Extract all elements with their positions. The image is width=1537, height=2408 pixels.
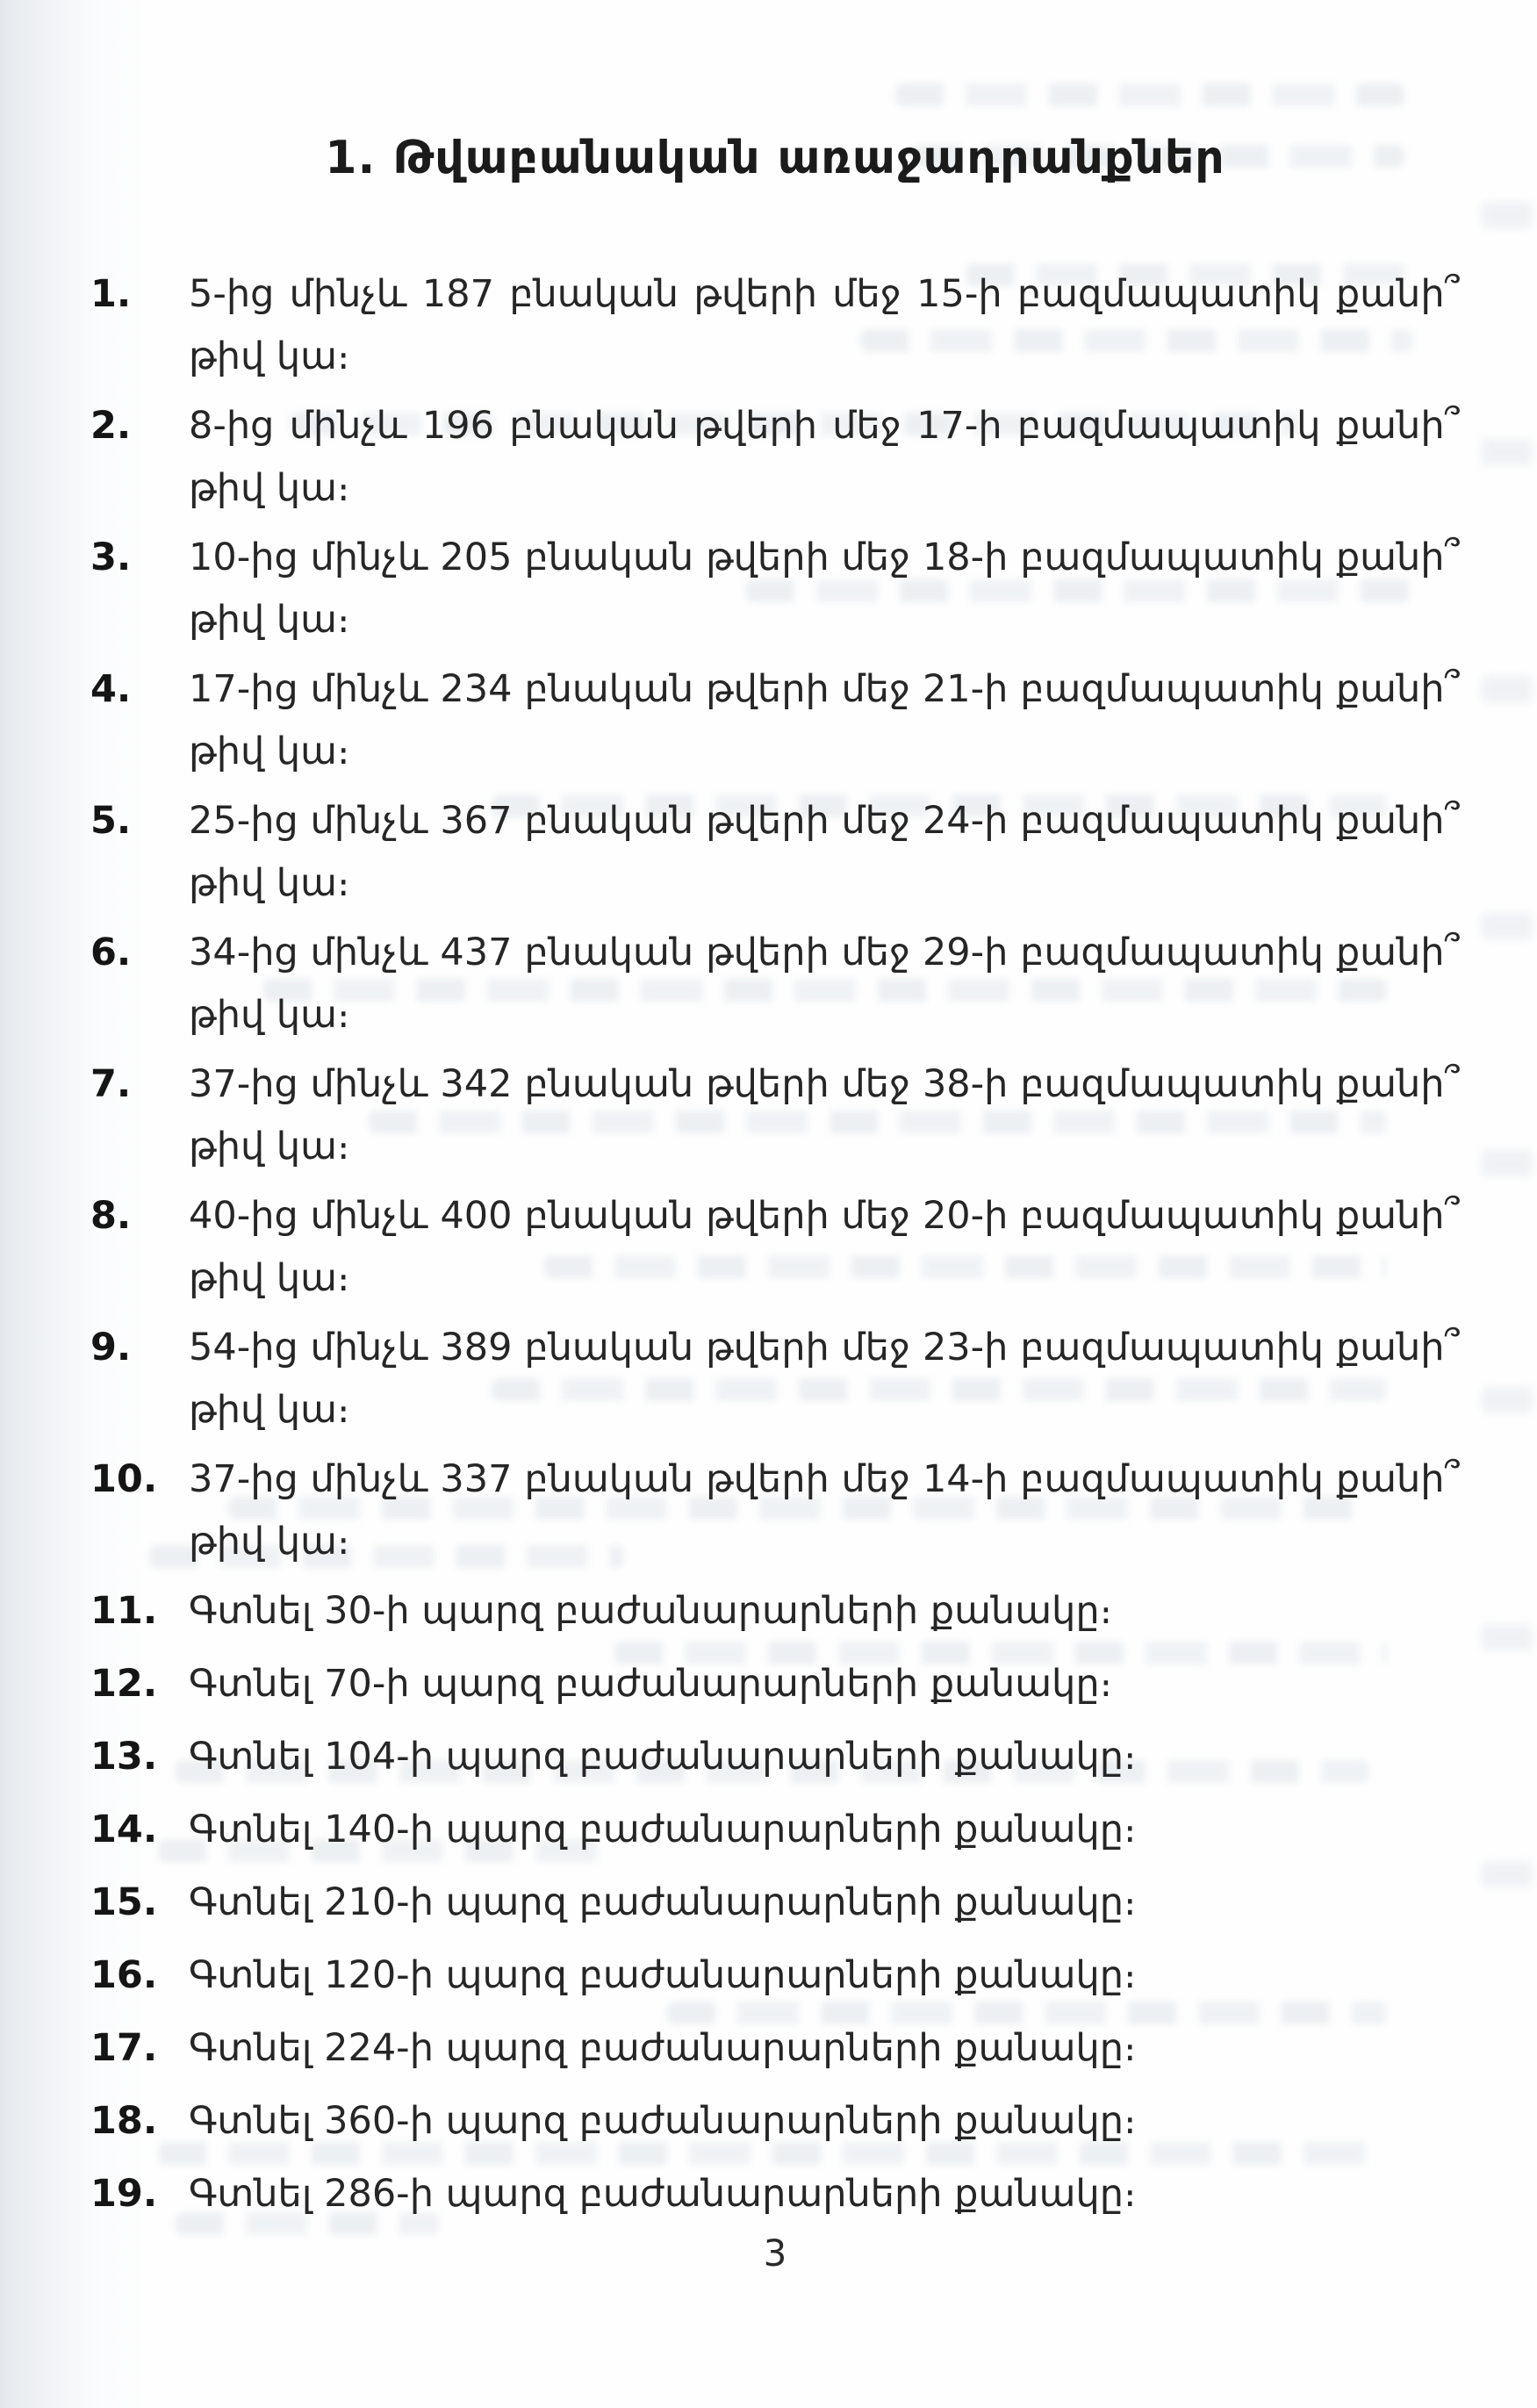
item-text-line: 10-ից մինչև 205 բնական թվերի մեջ 18-ի բազմապատիկ քանի՞ [189, 536, 1460, 579]
list-item [90, 922, 1460, 1046]
item-number: 6. [90, 931, 132, 974]
item-text-line: թիվ կա։ [189, 598, 350, 642]
list-item [90, 1317, 1460, 1441]
item-text: Գտնել 210-ի պարզ բաժանարարների քանակը։ [189, 1880, 1137, 1924]
list-item [90, 1653, 1460, 1715]
item-text-line: թիվ կա։ [189, 1520, 350, 1563]
item-text-line: թիվ կա։ [189, 861, 350, 905]
item-number: 12. [90, 1662, 158, 1706]
item-text: Գտնել 30-ի պարզ բաժանարարների քանակը։ [189, 1589, 1113, 1633]
item-text-line: 37-ից մինչև 337 բնական թվերի մեջ 14-ի բազմապատիկ քանի՞ [189, 1457, 1460, 1501]
item-number: 13. [90, 1735, 158, 1779]
item-number: 16. [90, 1953, 158, 1997]
item-text-line: 25-ից մինչև 367 բնական թվերի մեջ 24-ի բազմապատիկ քանի՞ [189, 799, 1460, 843]
item-text-line: թիվ կա։ [189, 1125, 350, 1168]
item-text [189, 658, 1460, 783]
page-title: 1. Թվաբանական առաջադրանքներ [325, 132, 1225, 184]
list-item [90, 1448, 1460, 1573]
item-text-line: 34-ից մինչև 437 բնական թվերի մեջ 29-ի բազմապատիկ քանի՞ [189, 931, 1460, 974]
item-number: 19. [90, 2172, 158, 2216]
list-item [90, 1580, 1460, 1642]
item-text-line: թիվ կա։ [189, 1388, 350, 1432]
item-text [189, 1448, 1460, 1573]
item-text-line: 37-ից մինչև 342 բնական թվերի մեջ 38-ի բազմապատիկ քանի՞ [189, 1062, 1460, 1106]
item-number: 11. [90, 1589, 158, 1633]
item-number: 15. [90, 1880, 158, 1924]
item-text: Գտնել 360-ի պարզ բաժանարարների քանակը։ [189, 2099, 1137, 2143]
item-text [189, 1317, 1460, 1441]
item-text: Գտնել 120-ի պարզ բաժանարարների քանակը։ [189, 1953, 1137, 1997]
item-text [189, 263, 1460, 388]
item-text-line: 5-ից մինչև 187 բնական թվերի մեջ 15-ի բազմապատիկ քանի՞ [189, 272, 1460, 316]
item-number: 1. [90, 272, 132, 316]
list-item [90, 658, 1460, 783]
item-number: 4. [90, 667, 132, 711]
list-item [90, 395, 1460, 520]
item-number: 9. [90, 1326, 132, 1369]
item-number: 10. [90, 1457, 158, 1501]
item-text-line: 8-ից մինչև 196 բնական թվերի մեջ 17-ի բազմապատիկ քանի՞ [189, 404, 1460, 448]
item-text-line: թիվ կա։ [189, 334, 350, 378]
list-item [90, 2017, 1460, 2080]
list-item [90, 2090, 1460, 2153]
item-text-line: թիվ կա։ [189, 466, 350, 510]
item-text [189, 395, 1460, 520]
list-item [90, 1726, 1460, 1788]
list-item [90, 1799, 1460, 1861]
item-text: Գտնել 70-ի պարզ բաժանարարների քանակը։ [189, 1662, 1113, 1706]
item-text: Գտնել 286-ի պարզ բաժանարարների քանակը։ [189, 2172, 1137, 2216]
item-text-line: 17-ից մինչև 234 բնական թվերի մեջ 21-ի բազմապատիկ քանի՞ [189, 667, 1460, 711]
item-text: Գտնել 224-ի պարզ բաժանարարների քանակը։ [189, 2026, 1137, 2070]
item-text-line: 54-ից մինչև 389 բնական թվերի մեջ 23-ի բազմապատիկ քանի՞ [189, 1326, 1460, 1369]
list-item [90, 790, 1460, 915]
item-number: 5. [90, 799, 132, 843]
item-text-line: թիվ կա։ [189, 993, 350, 1037]
list-item [90, 1944, 1460, 2007]
item-number: 8. [90, 1194, 132, 1238]
item-number: 18. [90, 2099, 158, 2143]
item-number: 17. [90, 2026, 158, 2070]
item-text [189, 527, 1460, 651]
item-text: Գտնել 104-ի պարզ բաժանարարների քանակը։ [189, 1735, 1137, 1779]
item-text [189, 922, 1460, 1046]
item-text-line: թիվ կա։ [189, 730, 350, 773]
item-number: 2. [90, 404, 132, 448]
item-text-line: 40-ից մինչև 400 բնական թվերի մեջ 20-ի բազմապատիկ քանի՞ [189, 1194, 1460, 1238]
item-text [189, 790, 1460, 915]
list-item [90, 1053, 1460, 1178]
item-text-line: թիվ կա։ [189, 1256, 350, 1300]
item-number: 14. [90, 1808, 158, 1851]
item-number: 3. [90, 536, 132, 579]
item-text [189, 1053, 1460, 1178]
page-number: 3 [763, 2232, 787, 2275]
item-number: 7. [90, 1062, 132, 1106]
list-item [90, 2163, 1460, 2225]
list-item [90, 1872, 1460, 1934]
item-text [189, 1185, 1460, 1310]
list-item [90, 1185, 1460, 1310]
item-text: Գտնել 140-ի պարզ բաժանարարների քանակը։ [189, 1808, 1137, 1851]
list-item [90, 527, 1460, 651]
list-item [90, 263, 1460, 388]
